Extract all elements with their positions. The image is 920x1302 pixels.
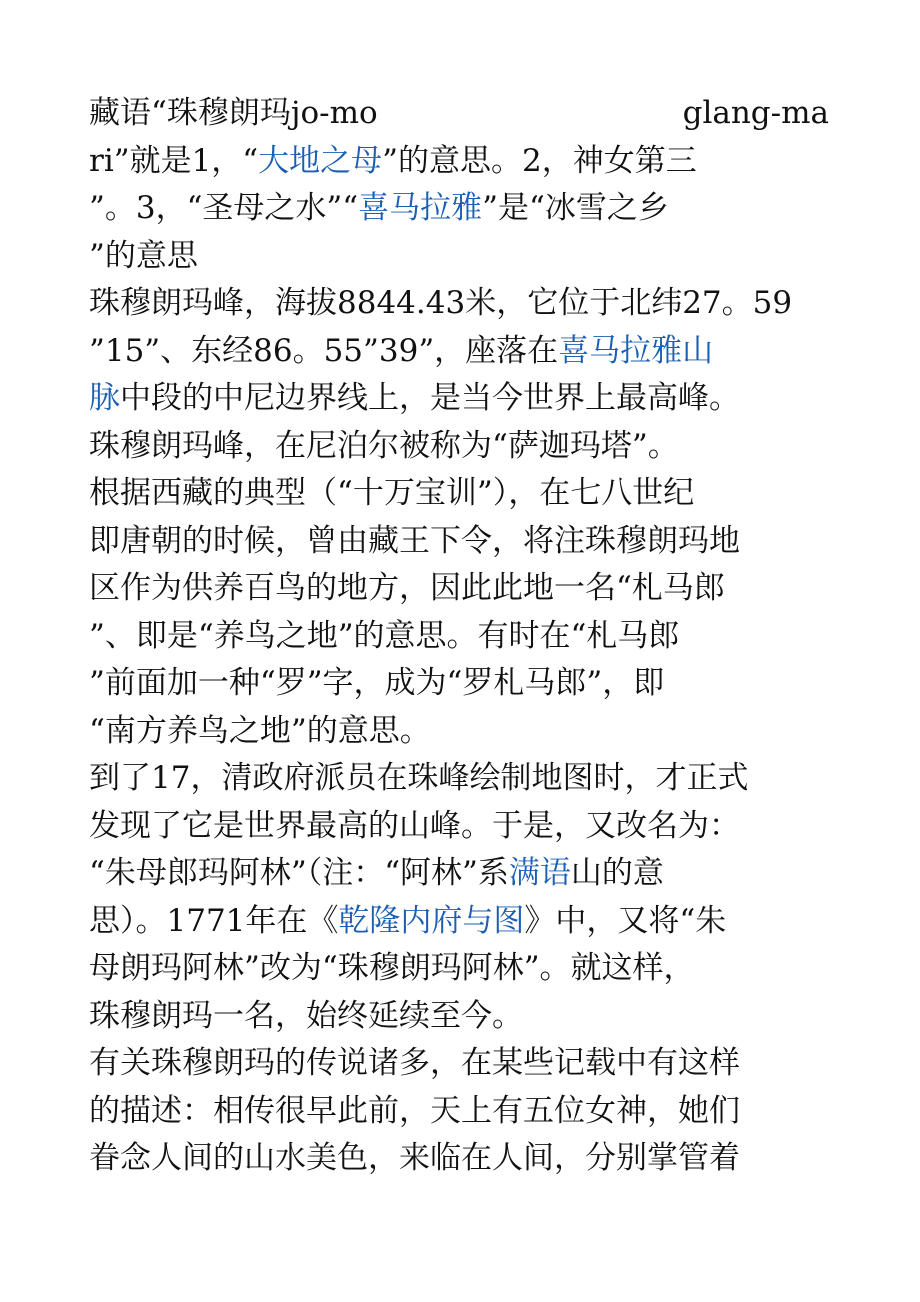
- text-line: [89, 945, 829, 993]
- text-span: 有关珠穆朗玛的传说诸多，在某些记载中有这样: [89, 1045, 740, 1081]
- text-line: [89, 1040, 829, 1088]
- text-span: 珠穆朗玛一名，始终延续至今。: [89, 997, 523, 1034]
- text-span: 珠穆朗玛峰，在尼泊尔被称为“萨迦玛塔”。: [89, 427, 679, 464]
- text-line: [89, 233, 829, 281]
- link-manyu[interactable]: 满语: [508, 855, 571, 891]
- text-line: [89, 375, 829, 423]
- text-span: 即唐朝的时候，曾由藏王下令，将注珠穆朗玛地: [89, 522, 740, 559]
- text-span: 区作为供养百鸟的地方，因此此地一名“札马郎: [89, 570, 725, 606]
- text-span: 中段的中尼边界线上，是当今世界上最高峰。: [120, 380, 740, 416]
- text-span: 母朗玛阿林”改为“珠穆朗玛阿林”。就这样，: [89, 950, 695, 986]
- text-line: [89, 328, 829, 376]
- link-qianlong-neifu-yutu[interactable]: 乾隆内府与图: [338, 902, 525, 939]
- link-ximalaya-shanmai[interactable]: 喜马拉雅山: [558, 332, 714, 369]
- text-span: 到了17，清政府派员在珠峰绘制地图时，才正式: [89, 760, 749, 796]
- text-span: ”、即是“养鸟之地”的意思。有时在“札马郎: [89, 617, 680, 654]
- document-body: [89, 90, 829, 1183]
- text-span: ”前面加一种“罗”字，成为“罗札马郎”，即: [89, 665, 665, 701]
- text-span: ”15”、东经86。55”39”，座落在: [89, 332, 559, 369]
- text-span: 的描述：相传很早此前，天上有五位女神，她们: [89, 1092, 740, 1129]
- text-line: [89, 280, 829, 328]
- text-span: “朱母郎玛阿林”（注：“阿林”系: [89, 855, 509, 891]
- link-ximalaya-shanmai[interactable]: 脉: [89, 380, 120, 416]
- text-span: ri”就是1，“: [89, 142, 259, 179]
- text-line: [89, 470, 829, 518]
- text-span: “南方养鸟之地”的意思。: [89, 712, 431, 749]
- text-span: ”是“冰雪之乡: [482, 190, 669, 226]
- text-span: 眷念人间的山水美色，来临在人间，分别掌管着: [89, 1140, 740, 1176]
- text-line: [89, 993, 829, 1041]
- text-span: ”。3，“圣母之水”“: [89, 190, 359, 226]
- text-line: [89, 850, 829, 898]
- text-span: ”的意思。2，神女第三: [382, 142, 697, 179]
- text-line: [89, 1088, 829, 1136]
- text-line: [89, 898, 829, 946]
- link-dadi-zhi-mu[interactable]: 大地之母: [258, 142, 383, 179]
- text-line: [89, 755, 829, 803]
- text-span: 珠穆朗玛峰，海拔8844.43米，它位于北纬27。59: [89, 285, 793, 321]
- text-span: 根据西藏的典型（“十万宝训”），在七八世纪: [89, 475, 695, 511]
- text-span: 》中，又将“朱: [524, 902, 727, 939]
- text-span: 藏语“珠穆朗玛jo-mo: [89, 95, 378, 131]
- text-line: [89, 708, 829, 756]
- text-span: 发现了它是世界最高的山峰。于是，又改名为：: [89, 807, 740, 844]
- text-line: [89, 138, 829, 186]
- text-span: glang-ma: [682, 95, 829, 131]
- text-line: [89, 185, 829, 233]
- text-line: [89, 518, 829, 566]
- text-span: 山的意: [570, 855, 664, 891]
- text-line: [89, 803, 829, 851]
- text-line: [89, 660, 829, 708]
- link-ximalaya[interactable]: 喜马拉雅: [358, 190, 483, 226]
- text-line: [89, 90, 829, 138]
- text-line: [89, 1135, 829, 1183]
- text-line: [89, 423, 829, 471]
- text-line: [89, 613, 829, 661]
- text-span: ”的意思: [89, 237, 198, 274]
- text-line: [89, 565, 829, 613]
- text-span: 思）。1771年在《: [89, 902, 339, 939]
